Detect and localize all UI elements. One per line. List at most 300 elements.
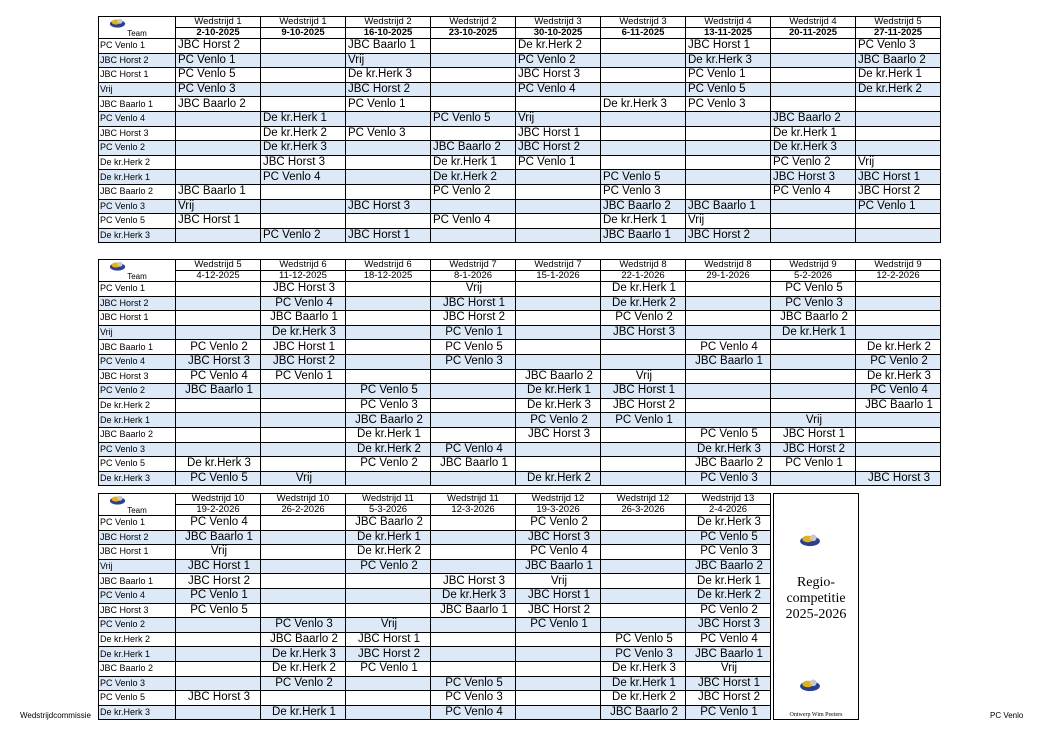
opponent-cell xyxy=(601,155,686,170)
opponent-cell xyxy=(686,325,771,340)
opponent-cell: JBC Horst 2 xyxy=(176,574,261,589)
team-name: De kr.Herk 1 xyxy=(99,413,176,428)
team-name: PC Venlo 5 xyxy=(99,457,176,472)
opponent-cell xyxy=(771,97,856,112)
opponent-cell: PC Venlo 3 xyxy=(601,647,686,662)
opponent-cell: Vrij xyxy=(686,661,771,676)
team-name: PC Venlo 3 xyxy=(99,442,176,457)
opponent-cell xyxy=(431,53,516,68)
opponent-cell: PC Venlo 1 xyxy=(516,155,601,170)
opponent-cell xyxy=(176,111,261,126)
match-date: 12-3-2026 xyxy=(431,505,516,516)
opponent-cell: JBC Horst 2 xyxy=(346,82,431,97)
opponent-cell: PC Venlo 1 xyxy=(431,325,516,340)
team-name: JBC Horst 1 xyxy=(99,545,176,560)
opponent-cell: JBC Horst 3 xyxy=(176,691,261,706)
opponent-cell: PC Venlo 3 xyxy=(261,618,346,633)
opponent-cell: De kr.Herk 1 xyxy=(431,155,516,170)
opponent-cell xyxy=(516,442,601,457)
opponent-cell: PC Venlo 2 xyxy=(346,457,431,472)
opponent-cell: PC Venlo 2 xyxy=(771,155,856,170)
opponent-cell: PC Venlo 1 xyxy=(686,68,771,83)
opponent-cell xyxy=(601,141,686,156)
team-name: JBC Baarlo 1 xyxy=(99,574,176,589)
opponent-cell xyxy=(601,574,686,589)
table-row xyxy=(99,340,941,355)
team-name: JBC Horst 2 xyxy=(99,53,176,68)
opponent-cell xyxy=(771,398,856,413)
opponent-cell xyxy=(346,340,431,355)
opponent-cell xyxy=(431,530,516,545)
opponent-cell xyxy=(261,184,346,199)
table-row xyxy=(99,691,771,706)
opponent-cell xyxy=(261,68,346,83)
opponent-cell: PC Venlo 3 xyxy=(601,184,686,199)
opponent-cell: PC Venlo 3 xyxy=(856,39,941,54)
opponent-cell: PC Venlo 5 xyxy=(601,632,686,647)
opponent-cell: PC Venlo 1 xyxy=(261,369,346,384)
opponent-cell: PC Venlo 2 xyxy=(516,516,601,531)
team-name: PC Venlo 2 xyxy=(99,618,176,633)
opponent-cell: PC Venlo 1 xyxy=(176,588,261,603)
team-label: Team xyxy=(127,272,147,281)
opponent-cell xyxy=(431,471,516,486)
opponent-cell: JBC Horst 1 xyxy=(346,632,431,647)
opponent-cell: JBC Horst 2 xyxy=(686,691,771,706)
opponent-cell: PC Venlo 3 xyxy=(686,97,771,112)
opponent-cell: De kr.Herk 1 xyxy=(856,68,941,83)
team-name: De kr.Herk 1 xyxy=(99,170,176,185)
opponent-cell: PC Venlo 3 xyxy=(431,354,516,369)
opponent-cell: PC Venlo 5 xyxy=(176,68,261,83)
opponent-cell xyxy=(431,39,516,54)
opponent-cell: De kr.Herk 2 xyxy=(346,442,431,457)
table-row xyxy=(99,427,941,442)
opponent-cell xyxy=(431,126,516,141)
opponent-cell xyxy=(431,427,516,442)
opponent-cell: JBC Horst 3 xyxy=(176,354,261,369)
opponent-cell: JBC Horst 2 xyxy=(601,398,686,413)
team-name: PC Venlo 1 xyxy=(99,282,176,297)
team-name: JBC Horst 3 xyxy=(99,369,176,384)
opponent-cell: Vrij xyxy=(771,413,856,428)
opponent-cell xyxy=(176,632,261,647)
opponent-cell: PC Venlo 2 xyxy=(261,676,346,691)
opponent-cell: JBC Baarlo 2 xyxy=(516,369,601,384)
table-row xyxy=(99,214,941,229)
opponent-cell xyxy=(686,413,771,428)
opponent-cell xyxy=(261,442,346,457)
opponent-cell: JBC Baarlo 1 xyxy=(686,199,771,214)
opponent-cell: JBC Horst 2 xyxy=(856,184,941,199)
opponent-cell xyxy=(771,199,856,214)
opponent-cell xyxy=(601,53,686,68)
opponent-cell xyxy=(856,126,941,141)
match-header: Wedstrijd 10 xyxy=(176,494,261,505)
table-row xyxy=(99,53,941,68)
opponent-cell xyxy=(771,354,856,369)
team-name: JBC Horst 2 xyxy=(99,296,176,311)
opponent-cell xyxy=(516,340,601,355)
team-name: Vrij xyxy=(99,559,176,574)
match-date: 30-10-2025 xyxy=(516,28,601,39)
opponent-cell: PC Venlo 3 xyxy=(771,296,856,311)
opponent-cell: PC Venlo 2 xyxy=(176,340,261,355)
opponent-cell: PC Venlo 4 xyxy=(686,632,771,647)
opponent-cell xyxy=(856,325,941,340)
match-date: 15-1-2026 xyxy=(516,271,601,282)
opponent-cell xyxy=(856,282,941,297)
opponent-cell xyxy=(686,155,771,170)
opponent-cell xyxy=(261,457,346,472)
opponent-cell: JBC Horst 3 xyxy=(516,68,601,83)
opponent-cell: De kr.Herk 2 xyxy=(686,588,771,603)
opponent-cell xyxy=(601,471,686,486)
opponent-cell xyxy=(601,442,686,457)
match-date: 11-12-2025 xyxy=(261,271,346,282)
opponent-cell xyxy=(431,369,516,384)
opponent-cell xyxy=(261,82,346,97)
table-row xyxy=(99,559,771,574)
match-date: 16-10-2025 xyxy=(346,28,431,39)
opponent-cell xyxy=(346,471,431,486)
opponent-cell xyxy=(516,457,601,472)
opponent-cell xyxy=(261,516,346,531)
team-name: PC Venlo 3 xyxy=(99,199,176,214)
opponent-cell: JBC Baarlo 1 xyxy=(176,184,261,199)
table-row xyxy=(99,369,941,384)
team-label: Team xyxy=(127,506,147,515)
opponent-cell xyxy=(771,228,856,243)
opponent-cell xyxy=(431,82,516,97)
opponent-cell: De kr.Herk 3 xyxy=(686,442,771,457)
opponent-cell xyxy=(771,53,856,68)
opponent-cell xyxy=(516,661,601,676)
opponent-cell: De kr.Herk 2 xyxy=(601,296,686,311)
opponent-cell: JBC Horst 1 xyxy=(176,214,261,229)
opponent-cell xyxy=(346,325,431,340)
opponent-cell: De kr.Herk 3 xyxy=(771,141,856,156)
opponent-cell: JBC Horst 3 xyxy=(686,618,771,633)
opponent-cell xyxy=(176,126,261,141)
opponent-cell xyxy=(601,111,686,126)
opponent-cell: De kr.Herk 1 xyxy=(686,574,771,589)
opponent-cell xyxy=(856,111,941,126)
opponent-cell xyxy=(856,141,941,156)
opponent-cell: De kr.Herk 1 xyxy=(516,384,601,399)
team-header xyxy=(99,260,176,282)
opponent-cell xyxy=(771,39,856,54)
opponent-cell: JBC Baarlo 2 xyxy=(771,311,856,326)
table-row xyxy=(99,661,771,676)
opponent-cell: JBC Baarlo 1 xyxy=(516,559,601,574)
opponent-cell: JBC Baarlo 1 xyxy=(261,311,346,326)
opponent-cell: JBC Horst 1 xyxy=(856,170,941,185)
opponent-cell xyxy=(431,384,516,399)
table-row xyxy=(99,111,941,126)
match-header: Wedstrijd 11 xyxy=(431,494,516,505)
opponent-cell: PC Venlo 4 xyxy=(261,170,346,185)
match-date: 2-10-2025 xyxy=(176,28,261,39)
team-name: De kr.Herk 2 xyxy=(99,632,176,647)
opponent-cell xyxy=(431,398,516,413)
opponent-cell xyxy=(516,228,601,243)
opponent-cell: De kr.Herk 1 xyxy=(261,705,346,720)
table-row xyxy=(99,618,771,633)
team-name: JBC Baarlo 2 xyxy=(99,427,176,442)
opponent-cell xyxy=(601,82,686,97)
opponent-cell: PC Venlo 2 xyxy=(516,53,601,68)
opponent-cell xyxy=(261,384,346,399)
opponent-cell xyxy=(261,530,346,545)
opponent-cell: PC Venlo 5 xyxy=(431,340,516,355)
opponent-cell xyxy=(346,214,431,229)
opponent-cell xyxy=(176,705,261,720)
opponent-cell: Vrij xyxy=(176,545,261,560)
opponent-cell xyxy=(771,384,856,399)
opponent-cell xyxy=(176,413,261,428)
team-header xyxy=(99,494,176,516)
table-row xyxy=(99,68,941,83)
opponent-cell xyxy=(176,155,261,170)
opponent-cell: PC Venlo 1 xyxy=(346,661,431,676)
match-date: 27-11-2025 xyxy=(856,28,941,39)
table-row xyxy=(99,39,941,54)
opponent-cell: PC Venlo 5 xyxy=(601,170,686,185)
opponent-cell xyxy=(261,97,346,112)
ball-logo-icon xyxy=(109,494,126,505)
table-row xyxy=(99,170,941,185)
opponent-cell xyxy=(686,384,771,399)
opponent-cell xyxy=(601,39,686,54)
opponent-cell xyxy=(176,618,261,633)
match-date: 5-2-2026 xyxy=(771,271,856,282)
opponent-cell xyxy=(516,676,601,691)
opponent-cell: Vrij xyxy=(346,618,431,633)
match-date: 13-11-2025 xyxy=(686,28,771,39)
table-row xyxy=(99,126,941,141)
opponent-cell xyxy=(686,111,771,126)
team-name: De kr.Herk 1 xyxy=(99,647,176,662)
opponent-cell xyxy=(261,199,346,214)
opponent-cell xyxy=(261,691,346,706)
opponent-cell xyxy=(601,68,686,83)
opponent-cell xyxy=(346,141,431,156)
match-date: 4-12-2025 xyxy=(176,271,261,282)
opponent-cell: JBC Baarlo 1 xyxy=(686,354,771,369)
table-row xyxy=(99,530,771,545)
opponent-cell xyxy=(431,632,516,647)
match-header: Wedstrijd 12 xyxy=(516,494,601,505)
opponent-cell xyxy=(856,427,941,442)
ball-logo-icon xyxy=(799,532,821,547)
team-name: De kr.Herk 3 xyxy=(99,228,176,243)
opponent-cell: JBC Horst 3 xyxy=(261,155,346,170)
opponent-cell: PC Venlo 5 xyxy=(686,427,771,442)
match-header: Wedstrijd 6 xyxy=(346,260,431,271)
opponent-cell xyxy=(176,282,261,297)
opponent-cell: JBC Horst 2 xyxy=(261,354,346,369)
opponent-cell xyxy=(346,588,431,603)
opponent-cell: De kr.Herk 2 xyxy=(431,170,516,185)
opponent-cell: JBC Horst 3 xyxy=(516,530,601,545)
opponent-cell xyxy=(516,184,601,199)
footer-left: Wedstrijdcommissie xyxy=(20,711,91,720)
opponent-cell: JBC Horst 2 xyxy=(346,647,431,662)
opponent-cell: PC Venlo 5 xyxy=(431,111,516,126)
opponent-cell: PC Venlo 5 xyxy=(346,384,431,399)
opponent-cell xyxy=(601,588,686,603)
opponent-cell xyxy=(346,369,431,384)
opponent-cell: PC Venlo 3 xyxy=(431,691,516,706)
opponent-cell: De kr.Herk 2 xyxy=(856,82,941,97)
opponent-cell xyxy=(601,340,686,355)
opponent-cell: De kr.Herk 1 xyxy=(346,530,431,545)
opponent-cell: De kr.Herk 3 xyxy=(431,588,516,603)
team-name: PC Venlo 2 xyxy=(99,141,176,156)
team-name: PC Venlo 2 xyxy=(99,384,176,399)
match-date: 19-3-2026 xyxy=(516,505,601,516)
opponent-cell xyxy=(771,214,856,229)
match-header: Wedstrijd 1 xyxy=(176,17,261,28)
opponent-cell xyxy=(431,661,516,676)
opponent-cell: JBC Baarlo 2 xyxy=(261,632,346,647)
opponent-cell xyxy=(601,457,686,472)
opponent-cell: JBC Baarlo 2 xyxy=(771,111,856,126)
opponent-cell: JBC Horst 3 xyxy=(346,199,431,214)
opponent-cell xyxy=(176,296,261,311)
team-name: PC Venlo 1 xyxy=(99,516,176,531)
opponent-cell: JBC Horst 1 xyxy=(771,427,856,442)
team-name: PC Venlo 4 xyxy=(99,588,176,603)
opponent-cell xyxy=(686,184,771,199)
opponent-cell: JBC Horst 3 xyxy=(856,471,941,486)
opponent-cell: JBC Baarlo 2 xyxy=(601,199,686,214)
opponent-cell xyxy=(176,325,261,340)
opponent-cell: PC Venlo 2 xyxy=(856,354,941,369)
opponent-cell: De kr.Herk 1 xyxy=(601,676,686,691)
match-date: 12-2-2026 xyxy=(856,271,941,282)
opponent-cell: JBC Horst 2 xyxy=(771,442,856,457)
table-row xyxy=(99,155,941,170)
opponent-cell: JBC Baarlo 2 xyxy=(346,516,431,531)
opponent-cell: PC Venlo 5 xyxy=(431,676,516,691)
opponent-cell: JBC Baarlo 2 xyxy=(431,141,516,156)
opponent-cell: PC Venlo 4 xyxy=(431,442,516,457)
team-name: JBC Baarlo 1 xyxy=(99,340,176,355)
match-header: Wedstrijd 2 xyxy=(346,17,431,28)
match-date: 9-10-2025 xyxy=(261,28,346,39)
table-row xyxy=(99,141,941,156)
match-date: 26-2-2026 xyxy=(261,505,346,516)
opponent-cell: PC Venlo 3 xyxy=(176,82,261,97)
opponent-cell: PC Venlo 1 xyxy=(856,199,941,214)
opponent-cell xyxy=(431,545,516,560)
team-name: JBC Horst 2 xyxy=(99,530,176,545)
opponent-cell: De kr.Herk 2 xyxy=(856,340,941,355)
opponent-cell: De kr.Herk 2 xyxy=(516,39,601,54)
opponent-cell xyxy=(601,354,686,369)
opponent-cell xyxy=(516,705,601,720)
opponent-cell: JBC Horst 1 xyxy=(686,676,771,691)
opponent-cell xyxy=(771,340,856,355)
opponent-cell: JBC Horst 3 xyxy=(601,325,686,340)
opponent-cell xyxy=(771,82,856,97)
table-row xyxy=(99,603,771,618)
team-name: PC Venlo 5 xyxy=(99,214,176,229)
match-header: Wedstrijd 5 xyxy=(176,260,261,271)
opponent-cell xyxy=(346,705,431,720)
table-row xyxy=(99,296,941,311)
opponent-cell: PC Venlo 4 xyxy=(771,184,856,199)
opponent-cell: PC Venlo 5 xyxy=(176,603,261,618)
table-row xyxy=(99,228,941,243)
opponent-cell xyxy=(176,398,261,413)
opponent-cell xyxy=(516,170,601,185)
opponent-cell: De kr.Herk 2 xyxy=(516,471,601,486)
opponent-cell: PC Venlo 4 xyxy=(261,296,346,311)
opponent-cell xyxy=(516,214,601,229)
opponent-cell xyxy=(261,588,346,603)
team-name: JBC Horst 1 xyxy=(99,68,176,83)
opponent-cell xyxy=(516,311,601,326)
opponent-cell: JBC Horst 2 xyxy=(516,141,601,156)
match-header: Wedstrijd 12 xyxy=(601,494,686,505)
opponent-cell: De kr.Herk 3 xyxy=(601,97,686,112)
team-name: De kr.Herk 3 xyxy=(99,705,176,720)
match-header: Wedstrijd 13 xyxy=(686,494,771,505)
match-date: 5-3-2026 xyxy=(346,505,431,516)
opponent-cell: De kr.Herk 1 xyxy=(346,427,431,442)
opponent-cell: JBC Baarlo 2 xyxy=(601,705,686,720)
opponent-cell xyxy=(261,603,346,618)
opponent-cell: De kr.Herk 1 xyxy=(771,325,856,340)
opponent-cell xyxy=(856,228,941,243)
competition-title: Regio- competitie 2025-2026 xyxy=(785,575,847,622)
opponent-cell: PC Venlo 4 xyxy=(516,82,601,97)
opponent-cell xyxy=(686,398,771,413)
match-date: 23-10-2025 xyxy=(431,28,516,39)
opponent-cell xyxy=(431,618,516,633)
opponent-cell: De kr.Herk 3 xyxy=(261,325,346,340)
opponent-cell xyxy=(261,53,346,68)
opponent-cell xyxy=(431,516,516,531)
opponent-cell xyxy=(516,691,601,706)
opponent-cell: JBC Baarlo 1 xyxy=(176,530,261,545)
opponent-cell: JBC Horst 1 xyxy=(346,228,431,243)
opponent-cell xyxy=(261,545,346,560)
opponent-cell xyxy=(516,647,601,662)
opponent-cell xyxy=(686,369,771,384)
opponent-cell xyxy=(601,530,686,545)
opponent-cell xyxy=(516,325,601,340)
ball-logo-icon xyxy=(109,17,126,28)
opponent-cell: JBC Baarlo 1 xyxy=(431,603,516,618)
opponent-cell: PC Venlo 2 xyxy=(601,311,686,326)
team-name: JBC Horst 1 xyxy=(99,311,176,326)
opponent-cell xyxy=(686,311,771,326)
opponent-cell: De kr.Herk 3 xyxy=(601,661,686,676)
opponent-cell: PC Venlo 2 xyxy=(261,228,346,243)
match-date: 22-1-2026 xyxy=(601,271,686,282)
opponent-cell xyxy=(261,398,346,413)
match-header: Wedstrijd 4 xyxy=(771,17,856,28)
opponent-cell xyxy=(176,427,261,442)
team-name: Vrij xyxy=(99,325,176,340)
opponent-cell: JBC Horst 3 xyxy=(431,574,516,589)
opponent-cell: JBC Baarlo 1 xyxy=(346,39,431,54)
match-header: Wedstrijd 7 xyxy=(516,260,601,271)
